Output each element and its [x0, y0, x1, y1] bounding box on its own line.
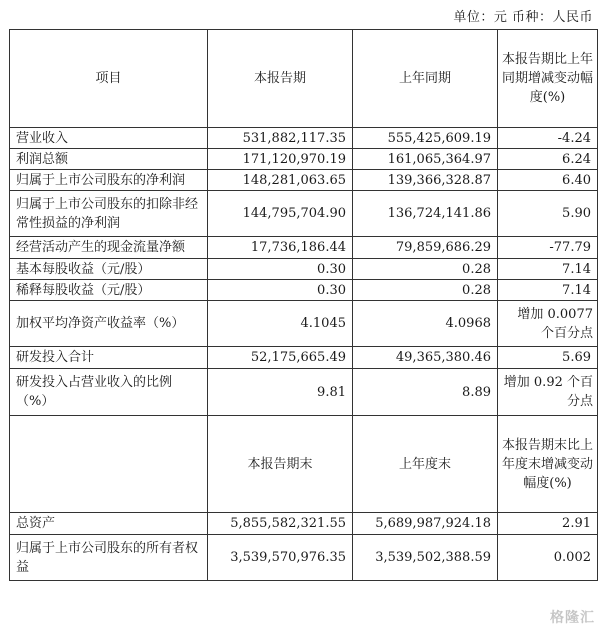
row-change-value: -4.24: [498, 128, 598, 149]
table-row: [10, 535, 598, 581]
header-change-pct: 本报告期比上年同期增减变动幅度(%): [498, 30, 598, 128]
row-label: 利润总额: [10, 149, 208, 170]
header-item: 项目: [10, 30, 208, 128]
row-label: 归属于上市公司股东的所有者权益: [10, 535, 208, 581]
row-change-value: -77.79: [498, 237, 598, 259]
header2-item: [10, 416, 208, 513]
row-change-value: 增加 0.92 个百分点: [498, 369, 598, 416]
row-label: 经营活动产生的现金流量净额: [10, 237, 208, 259]
table-row: [10, 149, 598, 170]
row-change-value: 7.14: [498, 280, 598, 301]
table-row: [10, 259, 598, 280]
row-change-value: 5.69: [498, 347, 598, 369]
header-current-period: 本报告期: [208, 30, 353, 128]
header2-current-period-end: 本报告期末: [208, 416, 353, 513]
row-current-value: 52,175,665.49: [208, 347, 353, 369]
table-header-row: [10, 30, 598, 128]
row-current-value: 4.1045: [208, 301, 353, 347]
row-prior-value: 136,724,141.86: [353, 191, 498, 237]
table-subheader-row: [10, 416, 598, 513]
row-prior-value: 8.89: [353, 369, 498, 416]
row-prior-value: 555,425,609.19: [353, 128, 498, 149]
table-row: [10, 128, 598, 149]
table-row: [10, 513, 598, 535]
row-prior-value: 139,366,328.87: [353, 170, 498, 191]
table-row: [10, 369, 598, 416]
row-current-value: 531,882,117.35: [208, 128, 353, 149]
table-row: [10, 280, 598, 301]
row-label: 研发投入合计: [10, 347, 208, 369]
row-current-value: 171,120,970.19: [208, 149, 353, 170]
header-prior-period: 上年同期: [353, 30, 498, 128]
row-prior-value: 5,689,987,924.18: [353, 513, 498, 535]
row-current-value: 17,736,186.44: [208, 237, 353, 259]
currency-unit-note: 单位：元 币种：人民币: [453, 10, 593, 25]
row-prior-value: 3,539,502,388.59: [353, 535, 498, 581]
table-row: [10, 237, 598, 259]
row-prior-value: 161,065,364.97: [353, 149, 498, 170]
row-label: 研发投入占营业收入的比例（%）: [10, 369, 208, 416]
row-current-value: 5,855,582,321.55: [208, 513, 353, 535]
row-prior-value: 0.28: [353, 280, 498, 301]
row-current-value: 3,539,570,976.35: [208, 535, 353, 581]
row-prior-value: 0.28: [353, 259, 498, 280]
row-current-value: 0.30: [208, 259, 353, 280]
table-row: [10, 347, 598, 369]
financial-data-table: [9, 29, 598, 581]
table-row: [10, 301, 598, 347]
row-change-value: 6.24: [498, 149, 598, 170]
row-prior-value: 49,365,380.46: [353, 347, 498, 369]
row-label: 营业收入: [10, 128, 208, 149]
row-label: 归属于上市公司股东的净利润: [10, 170, 208, 191]
row-current-value: 148,281,063.65: [208, 170, 353, 191]
header2-change-pct: 本报告期末比上年度末增减变动幅度(%): [498, 416, 598, 513]
row-change-value: 2.91: [498, 513, 598, 535]
row-current-value: 144,795,704.90: [208, 191, 353, 237]
row-label: 基本每股收益（元/股）: [10, 259, 208, 280]
row-current-value: 0.30: [208, 280, 353, 301]
row-change-value: 0.002: [498, 535, 598, 581]
row-label: 加权平均净资产收益率（%）: [10, 301, 208, 347]
row-label: 归属于上市公司股东的扣除非经常性损益的净利润: [10, 191, 208, 237]
row-change-value: 6.40: [498, 170, 598, 191]
row-label: 总资产: [10, 513, 208, 535]
table-row: [10, 191, 598, 237]
row-label: 稀释每股收益（元/股）: [10, 280, 208, 301]
table-row: [10, 170, 598, 191]
header2-prior-year-end: 上年度末: [353, 416, 498, 513]
row-change-value: 5.90: [498, 191, 598, 237]
row-change-value: 7.14: [498, 259, 598, 280]
row-prior-value: 4.0968: [353, 301, 498, 347]
row-prior-value: 79,859,686.29: [353, 237, 498, 259]
watermark-logo: 格隆汇: [550, 610, 595, 626]
row-change-value: 增加 0.0077 个百分点: [498, 301, 598, 347]
row-current-value: 9.81: [208, 369, 353, 416]
